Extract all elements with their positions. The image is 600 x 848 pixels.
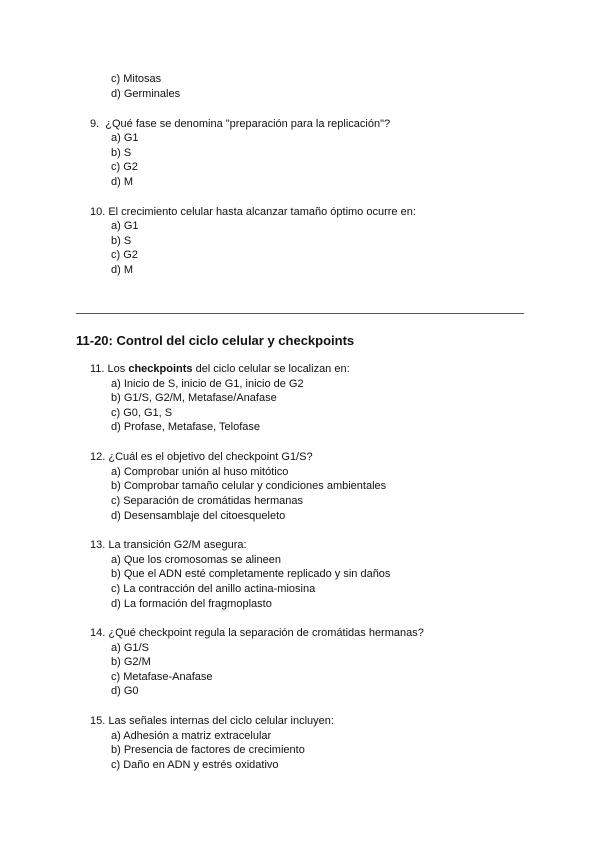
section-divider (76, 313, 524, 314)
question-11-bold-term: checkpoints (128, 363, 193, 375)
option-q13-a: a) Que los cromosomas se alineen (111, 554, 281, 566)
option-q11-b: b) G1/S, G2/M, Metafase/Anafase (111, 392, 277, 404)
option-q12-b: b) Comprobar tamaño celular y condiciones ambientales (111, 480, 387, 492)
option-q9-c: c) G2 (111, 161, 138, 173)
option-q11-a: a) Inicio de S, inicio de G1, inicio de G2 (111, 378, 304, 390)
question-11-text (90, 362, 350, 376)
question-14-text: 14. ¿Qué checkpoint regula la separación de cromátidas hermanas? (90, 627, 424, 639)
option-q14-d: d) G0 (111, 685, 139, 697)
option-q12-c: c) Separación de cromátidas hermanas (111, 495, 303, 507)
option-q12-a: a) Comprobar unión al huso mitótico (111, 466, 289, 478)
option-q14-a: a) G1/S (111, 642, 149, 654)
option-q12-d: d) Desensamblaje del citoesqueleto (111, 510, 286, 522)
option-q8-d: d) Germinales (111, 88, 181, 100)
option-q14-c: c) Metafase-Anafase (111, 671, 213, 683)
option-q11-c: c) G0, G1, S (111, 407, 173, 419)
question-9-text: 9. ¿Qué fase se denomina "preparación para la replicación"? (90, 118, 391, 130)
option-q15-c: c) Daño en ADN y estrés oxidativo (111, 759, 279, 771)
option-q10-b: b) S (111, 235, 132, 247)
option-q9-d: d) M (111, 176, 133, 188)
option-q13-b: b) Que el ADN esté completamente replicado y sin daños (111, 568, 391, 580)
option-q13-c: c) La contracción del anillo actina-miosina (111, 583, 316, 595)
option-q9-b: b) S (111, 147, 132, 159)
option-q9-a: a) G1 (111, 132, 139, 144)
option-q10-a: a) G1 (111, 220, 139, 232)
question-12-text: 12. ¿Cuál es el objetivo del checkpoint G1/S? (90, 451, 313, 463)
option-q14-b: b) G2/M (111, 656, 151, 668)
question-10-text: 10. El crecimiento celular hasta alcanzar tamaño óptimo ocurre en: (90, 206, 416, 218)
question-15-text: 15. Las señales internas del ciclo celular incluyen: (90, 715, 334, 727)
option-q11-d: d) Profase, Metafase, Telofase (111, 421, 260, 433)
option-q10-d: d) M (111, 264, 133, 276)
option-q13-d: d) La formación del fragmoplasto (111, 598, 272, 610)
option-q10-c: c) G2 (111, 249, 138, 261)
option-q15-a: a) Adhesión a matriz extracelular (111, 730, 272, 742)
question-11-suffix: del ciclo celular se localizan en: (192, 363, 350, 375)
option-q8-c: c) Mitosas (111, 73, 162, 85)
option-q15-b: b) Presencia de factores de crecimiento (111, 744, 305, 756)
question-11-prefix: 11. Los (90, 363, 129, 375)
question-13-text: 13. La transición G2/M asegura: (90, 539, 247, 551)
section-title: 11-20: Control del ciclo celular y checkpoints (76, 333, 355, 348)
